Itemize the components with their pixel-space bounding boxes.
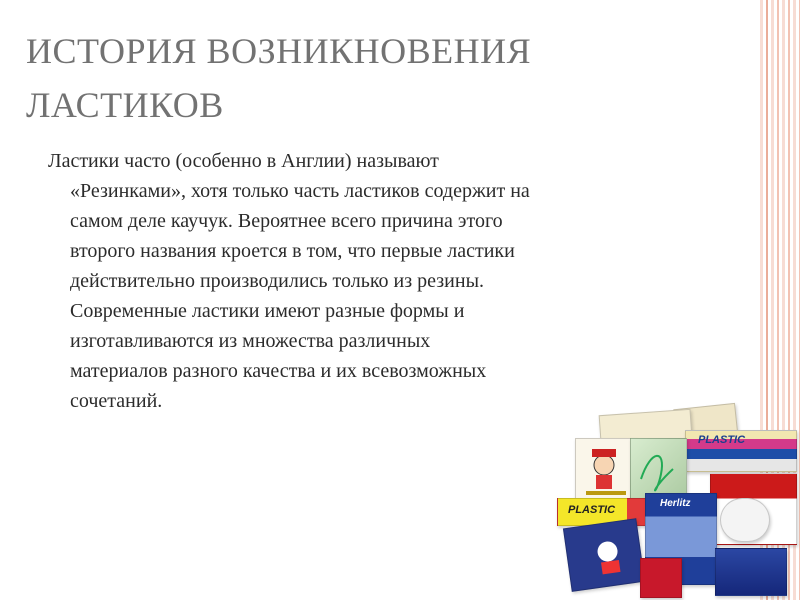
cartoon-duck-icon: [564, 519, 644, 590]
eraser-red-small: [640, 558, 682, 598]
eraser-white-oval: [720, 498, 770, 542]
plastic-label: PLASTIC: [698, 434, 746, 446]
eraser-character-box: [575, 438, 637, 500]
eraser-blue-small: [715, 548, 787, 596]
text-line: сочетаний.: [70, 390, 163, 412]
eraser-blue-card: [563, 518, 645, 592]
cartoon-figure-icon: [576, 439, 636, 499]
text-line: Современные ластики имеют разные формы и: [70, 300, 465, 322]
text-line: Ластики часто (особенно в Англии) называют: [48, 150, 439, 172]
brand-label: Herlitz: [660, 498, 691, 509]
text-line: действительно производились только из резины.: [70, 270, 485, 292]
text-line: второго названия кроется в том, что первые ластики: [70, 240, 515, 262]
text-line: самом деле каучук. Вероятнее всего причина этого: [70, 210, 503, 232]
eraser-plastic-striped: [685, 430, 797, 472]
erasers-image: [545, 398, 795, 598]
plastic-label: PLASTIC: [568, 504, 616, 516]
title-line-2: ЛАСТИКОВ: [26, 85, 224, 125]
text-line: изготавливаются из множества различных: [70, 330, 431, 352]
slide-title: [26, 24, 726, 132]
text-line: материалов разного качества и их всевозможных: [70, 360, 487, 382]
text-line: «Резинками», хотя только часть ластиков содержит на: [70, 180, 530, 202]
title-line-1: ИСТОРИЯ ВОЗНИКНОВЕНИЯ: [26, 31, 532, 71]
body-paragraph: [48, 146, 698, 416]
